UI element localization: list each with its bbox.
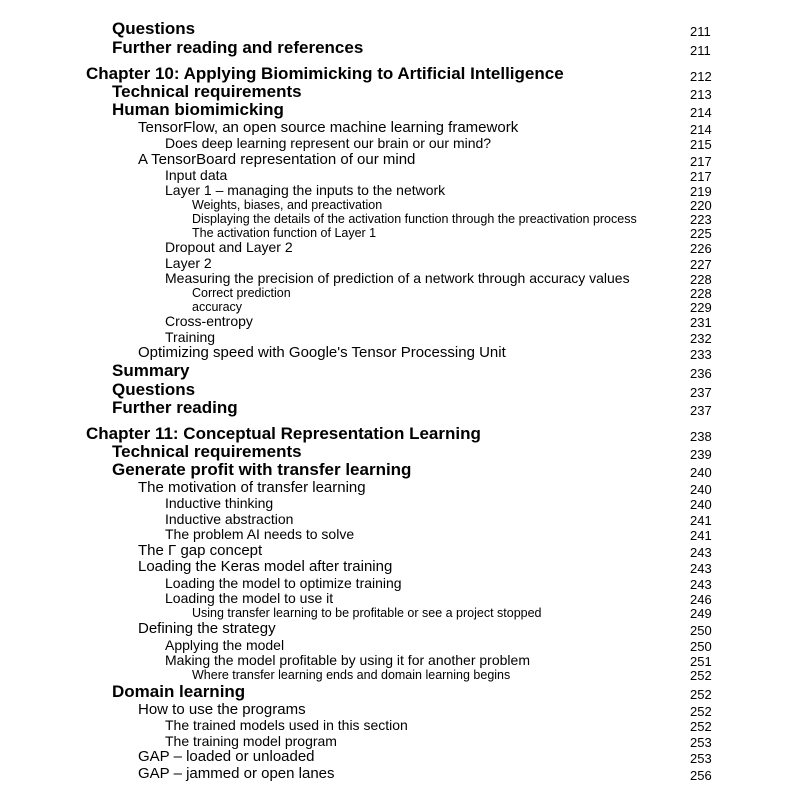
toc-page-number: 212 <box>690 69 712 84</box>
toc-page-number: 229 <box>690 300 712 315</box>
toc-page-number: 228 <box>690 272 712 287</box>
toc-page-number: 240 <box>690 482 712 497</box>
toc-page-number: 211 <box>690 43 711 58</box>
toc-page-number: 214 <box>690 122 712 137</box>
toc-page-number: 246 <box>690 592 712 607</box>
toc-title: Input data <box>165 167 228 183</box>
toc-page-number: 239 <box>690 447 712 462</box>
toc-page-number: 253 <box>690 751 712 766</box>
toc-page-number: 238 <box>690 429 712 444</box>
toc-page-number: 236 <box>690 366 712 381</box>
toc-page-number: 252 <box>690 719 712 734</box>
toc-title: Does deep learning represent our brain or our mind? <box>165 135 492 151</box>
toc-title: The activation function of Layer 1 <box>192 226 377 240</box>
toc-title: Weights, biases, and preactivation <box>192 198 383 212</box>
toc-title: Measuring the precision of prediction of a network through accuracy values <box>165 270 630 286</box>
toc-title: Inductive thinking <box>165 495 274 511</box>
toc-title: Dropout and Layer 2 <box>165 239 293 255</box>
toc-page-number: 228 <box>690 286 712 301</box>
toc-title: Inductive abstraction <box>165 511 294 527</box>
toc-title: GAP – loaded or unloaded <box>138 748 315 765</box>
toc-title: Training <box>165 329 216 345</box>
toc-page-number: 243 <box>690 561 712 576</box>
toc-page-number: 237 <box>690 385 712 400</box>
toc-page-number: 227 <box>690 257 712 272</box>
toc-page-number: 226 <box>690 241 712 256</box>
toc-title: The problem AI needs to solve <box>165 526 355 542</box>
toc-title: Summary <box>112 361 190 380</box>
toc-page-number: 249 <box>690 606 712 621</box>
toc-title: The trained models used in this section <box>165 717 408 733</box>
toc-page-number: 252 <box>690 668 712 683</box>
toc-page-number: 251 <box>690 654 712 669</box>
toc-title: The motivation of transfer learning <box>138 479 366 496</box>
toc-page-number: 250 <box>690 623 712 638</box>
toc-page-number: 252 <box>690 704 712 719</box>
toc-title: The training model program <box>165 733 337 749</box>
toc-title: TensorFlow, an open source machine learning framework <box>138 119 519 136</box>
toc-title: Using transfer learning to be profitable or see a project stopped <box>192 606 542 620</box>
toc-title: accuracy <box>192 300 243 314</box>
chapter-title: Chapter 11: Conceptual Representation Learning <box>86 424 481 443</box>
toc-title: Defining the strategy <box>138 620 276 637</box>
toc-title: Displaying the details of the activation function through the preactivation process <box>192 212 637 226</box>
toc-page-number: 217 <box>690 154 712 169</box>
toc-title: Generate profit with transfer learning <box>112 460 412 479</box>
toc-page-number: 232 <box>690 331 712 346</box>
toc-title: Human biomimicking <box>112 100 284 119</box>
toc-page-number: 240 <box>690 465 712 480</box>
toc-title: Further reading and references <box>112 38 364 57</box>
toc-page-number: 253 <box>690 735 712 750</box>
toc-page-number: 256 <box>690 768 712 783</box>
toc-page-number: 250 <box>690 639 712 654</box>
toc-page-number: 217 <box>690 169 712 184</box>
toc-title: Further reading <box>112 398 238 417</box>
toc-page-number: 231 <box>690 315 712 330</box>
toc-title: A TensorBoard representation of our mind <box>138 151 416 168</box>
toc-page-number: 237 <box>690 403 712 418</box>
toc-title: Domain learning <box>112 682 246 701</box>
toc-page-number: 220 <box>690 198 712 213</box>
toc-page-number: 215 <box>690 137 712 152</box>
toc-page-number: 219 <box>690 184 712 199</box>
toc-page-number: 243 <box>690 577 712 592</box>
toc-page-number: 240 <box>690 497 712 512</box>
toc-title: Questions <box>112 380 196 399</box>
toc-page-number: 233 <box>690 347 712 362</box>
chapter-title: Chapter 10: Applying Biomimicking to Artificial Intelligence <box>86 64 564 83</box>
toc-title: Questions <box>112 19 196 38</box>
toc-title: Layer 1 – managing the inputs to the network <box>165 182 446 198</box>
toc-page-number: 223 <box>690 212 712 227</box>
toc-title: Where transfer learning ends and domain learning begins <box>192 668 511 682</box>
toc-page-number: 241 <box>690 528 712 543</box>
toc-title: Correct prediction <box>192 286 291 300</box>
toc-title: Layer 2 <box>165 255 212 271</box>
toc-title: Loading the model to use it <box>165 590 334 606</box>
toc-page-number: 214 <box>690 105 712 120</box>
toc-title: Technical requirements <box>112 442 302 461</box>
toc-title: How to use the programs <box>138 701 306 718</box>
toc-title: GAP – jammed or open lanes <box>138 765 335 782</box>
toc-page-number: 225 <box>690 226 712 241</box>
toc-page-number: 241 <box>690 513 712 528</box>
toc-title: The Γ gap concept <box>138 542 263 559</box>
toc-title: Making the model profitable by using it for another problem <box>165 652 530 668</box>
toc-title: Loading the model to optimize training <box>165 575 402 591</box>
toc-page-number: 211 <box>690 24 711 39</box>
toc-page-number: 243 <box>690 545 712 560</box>
toc-title: Optimizing speed with Google's Tensor Processing Unit <box>138 344 506 361</box>
toc-page-number: 213 <box>690 87 712 102</box>
toc-title: Technical requirements <box>112 82 302 101</box>
toc-page-number: 252 <box>690 687 712 702</box>
toc-title: Cross-entropy <box>165 313 253 329</box>
toc-title: Loading the Keras model after training <box>138 558 393 575</box>
toc-title: Applying the model <box>165 637 285 653</box>
